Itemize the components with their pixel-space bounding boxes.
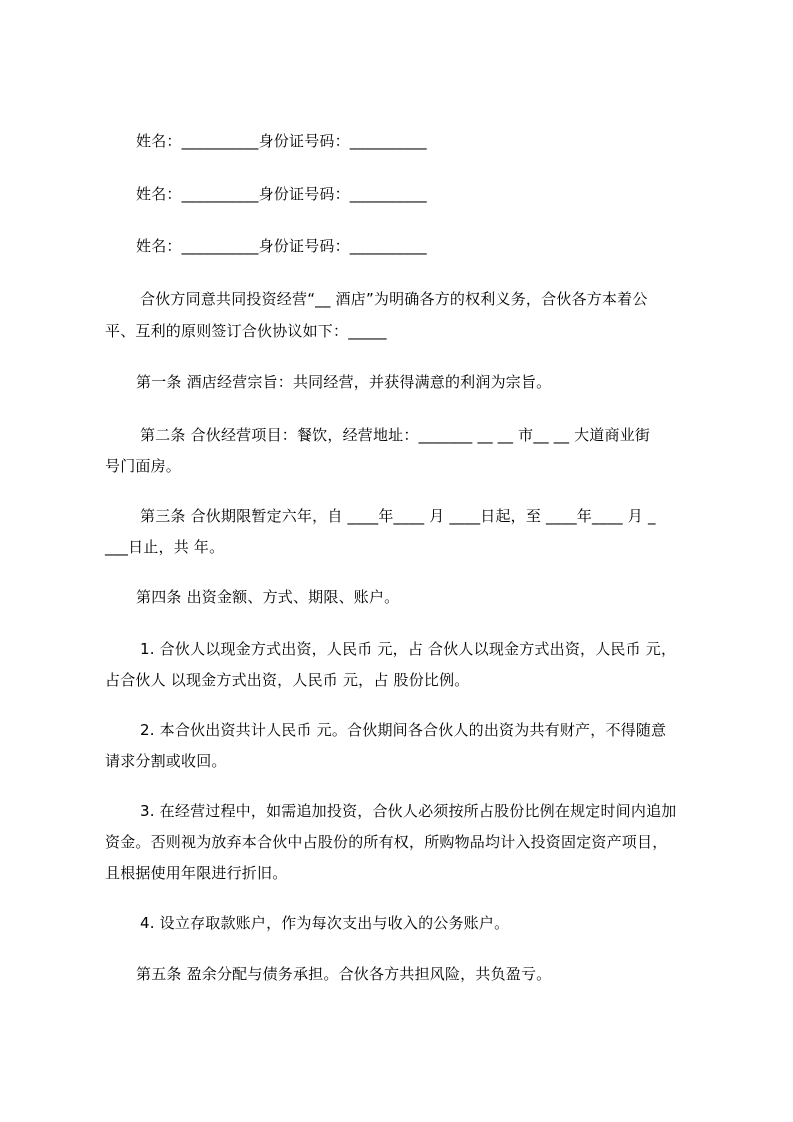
article-4-item-3-line-2: 资金。否则视为放弃本合伙中占股份的所有权，所购物品均计入投资固定资产项目，: [105, 833, 668, 851]
partner-1-line-1: 姓名：__________身份证号码：__________: [136, 132, 427, 150]
partner-2-line-1: 姓名：__________身份证号码：__________: [136, 185, 427, 203]
article-4-item-3-line-3: 且根据使用年限进行折旧。: [105, 864, 288, 882]
article-4-item-1-line-1: 1. 合伙人以现金方式出资，人民币 元，占 合伙人以现金方式出资，人民币 元，: [140, 640, 677, 658]
preamble-line-2: 平、互利的原则签订合伙协议如下：_____: [105, 322, 387, 340]
article-4-item-1-line-2: 占合伙人 以现金方式出资，人民币 元，占 股份比例。: [105, 671, 470, 689]
preamble-line-1: 合伙方同意共同投资经营“__ 酒店”为明确各方的权利义务，合伙各方本着公: [140, 290, 648, 308]
article-4-item-3-line-1: 3. 在经营过程中，如需追加投资，合伙人必须按所占股份比例在规定时间内追加: [140, 802, 677, 820]
article-2-line-1: 第二条 合伙经营项目：餐饮，经营地址：_______ __ __ 市__ __ 大道商业街: [140, 426, 651, 444]
article-4-item-2-line-2: 请求分割或收回。: [105, 752, 227, 770]
article-1-line-1: 第一条 酒店经营宗旨：共同经营，并获得满意的利润为宗旨。: [136, 373, 552, 391]
partner-3-line-1: 姓名：__________身份证号码：__________: [136, 237, 427, 255]
article-3-line-1: 第三条 合伙期限暂定六年，自 ____年____ 月 ____日起，至 ____年____ 月 _: [140, 507, 656, 525]
article-2-line-2: 号门面房。: [105, 457, 182, 475]
article-3-line-2: ___日止，共 年。: [105, 538, 225, 556]
article-4-line-1: 第四条 出资金额、方式、期限、账户。: [136, 588, 400, 606]
article-4-item-4-line-1: 4. 设立存取款账户，作为每次支出与收入的公务账户。: [140, 914, 510, 932]
article-5-line-1: 第五条 盈余分配与债务承担。合伙各方共担风险，共负盈亏。: [136, 965, 552, 983]
article-4-item-2-line-1: 2. 本合伙出资共计人民币 元。合伙期间各合伙人的出资为共有财产，不得随意: [140, 721, 667, 739]
